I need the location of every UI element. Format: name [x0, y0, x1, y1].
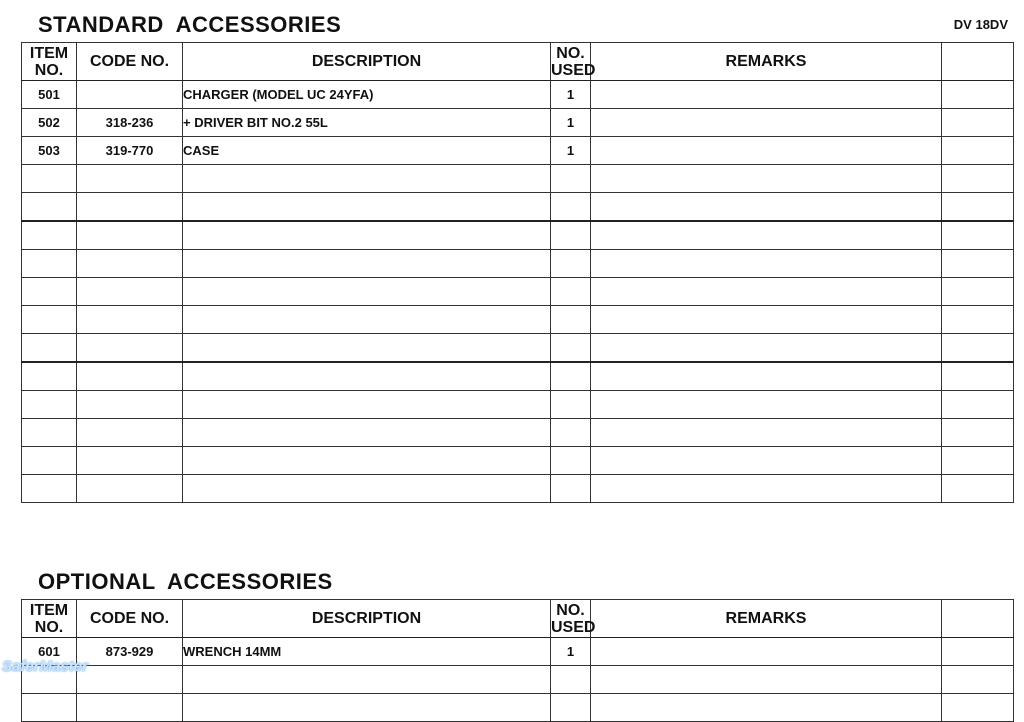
item-no-cell	[22, 165, 77, 193]
description-cell	[183, 419, 551, 447]
item-no-cell: 503	[22, 137, 77, 165]
item-no-cell: 502	[22, 109, 77, 137]
table-row	[22, 250, 1014, 278]
table-row	[22, 109, 1014, 137]
remarks-cell	[591, 638, 942, 666]
model-number: DV 18DV	[953, 17, 1008, 32]
no-used-cell	[551, 447, 591, 475]
code-no-cell	[77, 81, 183, 109]
item-no-cell	[22, 362, 77, 391]
description-cell	[183, 447, 551, 475]
code-no-cell	[77, 447, 183, 475]
blank-cell	[942, 666, 1014, 694]
no-used-cell	[551, 419, 591, 447]
table-row	[22, 666, 1014, 694]
table-row	[22, 137, 1014, 165]
item-no-cell	[22, 475, 77, 503]
no-used-cell	[551, 165, 591, 193]
code-no-cell	[77, 666, 183, 694]
blank-cell	[942, 391, 1014, 419]
item-no-cell: 501	[22, 81, 77, 109]
table-row	[22, 165, 1014, 193]
blank-cell	[942, 694, 1014, 722]
no-used-cell	[551, 694, 591, 722]
item-no-cell	[22, 447, 77, 475]
table-row	[22, 278, 1014, 306]
remarks-cell	[591, 109, 942, 137]
table-row	[22, 638, 1014, 666]
code-no-header: CODE NO.	[77, 43, 183, 81]
no-used-cell	[551, 334, 591, 363]
remarks-header: REMARKS	[591, 43, 942, 81]
remarks-header: REMARKS	[591, 600, 942, 638]
table-row	[22, 81, 1014, 109]
remarks-cell	[591, 362, 942, 391]
code-no-header: CODE NO.	[77, 600, 183, 638]
remarks-cell	[591, 278, 942, 306]
no-used-cell	[551, 391, 591, 419]
blank-header	[942, 600, 1014, 638]
code-no-cell	[77, 391, 183, 419]
remarks-cell	[591, 666, 942, 694]
table-row	[22, 447, 1014, 475]
remarks-cell	[591, 193, 942, 222]
blank-header	[942, 43, 1014, 81]
optional-accessories-title: OPTIONAL ACCESSORIES	[38, 569, 333, 594]
description-header: DESCRIPTION	[183, 43, 551, 81]
no-used-cell: 1	[551, 137, 591, 165]
code-no-cell	[77, 193, 183, 222]
code-no-cell	[77, 221, 183, 250]
blank-cell	[942, 419, 1014, 447]
remarks-cell	[591, 694, 942, 722]
table-row	[22, 475, 1014, 503]
blank-cell	[942, 193, 1014, 222]
code-no-cell	[77, 362, 183, 391]
code-no-cell	[77, 165, 183, 193]
remarks-cell	[591, 250, 942, 278]
blank-cell	[942, 221, 1014, 250]
description-cell: CASE	[183, 137, 551, 165]
description-cell: WRENCH 14MM	[183, 638, 551, 666]
item-no-cell	[22, 250, 77, 278]
code-no-cell: 319-770	[77, 137, 183, 165]
blank-cell	[942, 81, 1014, 109]
no-used-cell: 1	[551, 81, 591, 109]
description-cell	[183, 475, 551, 503]
code-no-cell: 318-236	[77, 109, 183, 137]
remarks-cell	[591, 81, 942, 109]
code-no-cell	[77, 475, 183, 503]
optional-accessories-table	[21, 599, 1014, 722]
description-cell: CHARGER (MODEL UC 24YFA)	[183, 81, 551, 109]
no-used-cell: 1	[551, 638, 591, 666]
blank-cell	[942, 334, 1014, 363]
table-row	[22, 306, 1014, 334]
item-no-cell: 601	[22, 638, 77, 666]
blank-cell	[942, 447, 1014, 475]
item-no-cell	[22, 221, 77, 250]
blank-cell	[942, 638, 1014, 666]
no-used-cell	[551, 250, 591, 278]
table-row	[22, 362, 1014, 391]
description-cell	[183, 391, 551, 419]
blank-cell	[942, 306, 1014, 334]
no-used-cell	[551, 666, 591, 694]
code-no-cell	[77, 334, 183, 363]
blank-cell	[942, 109, 1014, 137]
table-row	[22, 193, 1014, 222]
remarks-cell	[591, 334, 942, 363]
code-no-cell	[77, 306, 183, 334]
remarks-cell	[591, 306, 942, 334]
description-cell	[183, 165, 551, 193]
no-used-cell	[551, 306, 591, 334]
no-used-cell: 1	[551, 109, 591, 137]
description-cell	[183, 306, 551, 334]
item-no-cell	[22, 334, 77, 363]
remarks-cell	[591, 419, 942, 447]
item-no-cell	[22, 694, 77, 722]
remarks-cell	[591, 475, 942, 503]
no-used-cell	[551, 475, 591, 503]
no-used-cell	[551, 221, 591, 250]
description-cell	[183, 250, 551, 278]
description-cell	[183, 694, 551, 722]
description-cell	[183, 278, 551, 306]
code-no-cell	[77, 278, 183, 306]
description-cell	[183, 193, 551, 222]
remarks-cell	[591, 391, 942, 419]
table-row	[22, 221, 1014, 250]
code-no-cell	[77, 694, 183, 722]
table-row	[22, 694, 1014, 722]
item-no-cell	[22, 193, 77, 222]
item-no-header: ITEM NO.	[22, 43, 77, 81]
table-row	[22, 419, 1014, 447]
table-row	[22, 391, 1014, 419]
item-no-cell	[22, 278, 77, 306]
remarks-cell	[591, 137, 942, 165]
no-used-cell	[551, 278, 591, 306]
blank-cell	[942, 362, 1014, 391]
item-no-cell	[22, 391, 77, 419]
description-cell	[183, 362, 551, 391]
table-header-row	[22, 43, 1014, 81]
table-row	[22, 334, 1014, 363]
description-cell	[183, 334, 551, 363]
description-header: DESCRIPTION	[183, 600, 551, 638]
item-no-cell	[22, 419, 77, 447]
code-no-cell	[77, 419, 183, 447]
remarks-cell	[591, 447, 942, 475]
remarks-cell	[591, 165, 942, 193]
code-no-cell: 873-929	[77, 638, 183, 666]
remarks-cell	[591, 221, 942, 250]
no-used-cell	[551, 193, 591, 222]
item-no-cell	[22, 306, 77, 334]
blank-cell	[942, 165, 1014, 193]
standard-accessories-title: STANDARD ACCESSORIES	[38, 12, 342, 37]
table-header-row	[22, 600, 1014, 638]
code-no-cell	[77, 250, 183, 278]
blank-cell	[942, 137, 1014, 165]
description-cell: + DRIVER BIT NO.2 55L	[183, 109, 551, 137]
blank-cell	[942, 278, 1014, 306]
item-no-header: ITEM NO.	[22, 600, 77, 638]
standard-accessories-table	[21, 42, 1014, 503]
no-used-header: NO. USED	[551, 44, 596, 79]
description-cell	[183, 221, 551, 250]
watermark-logo: SaferMaster	[2, 658, 88, 675]
no-used-cell	[551, 362, 591, 391]
blank-cell	[942, 250, 1014, 278]
description-cell	[183, 666, 551, 694]
blank-cell	[942, 475, 1014, 503]
no-used-header: NO. USED	[551, 601, 596, 636]
